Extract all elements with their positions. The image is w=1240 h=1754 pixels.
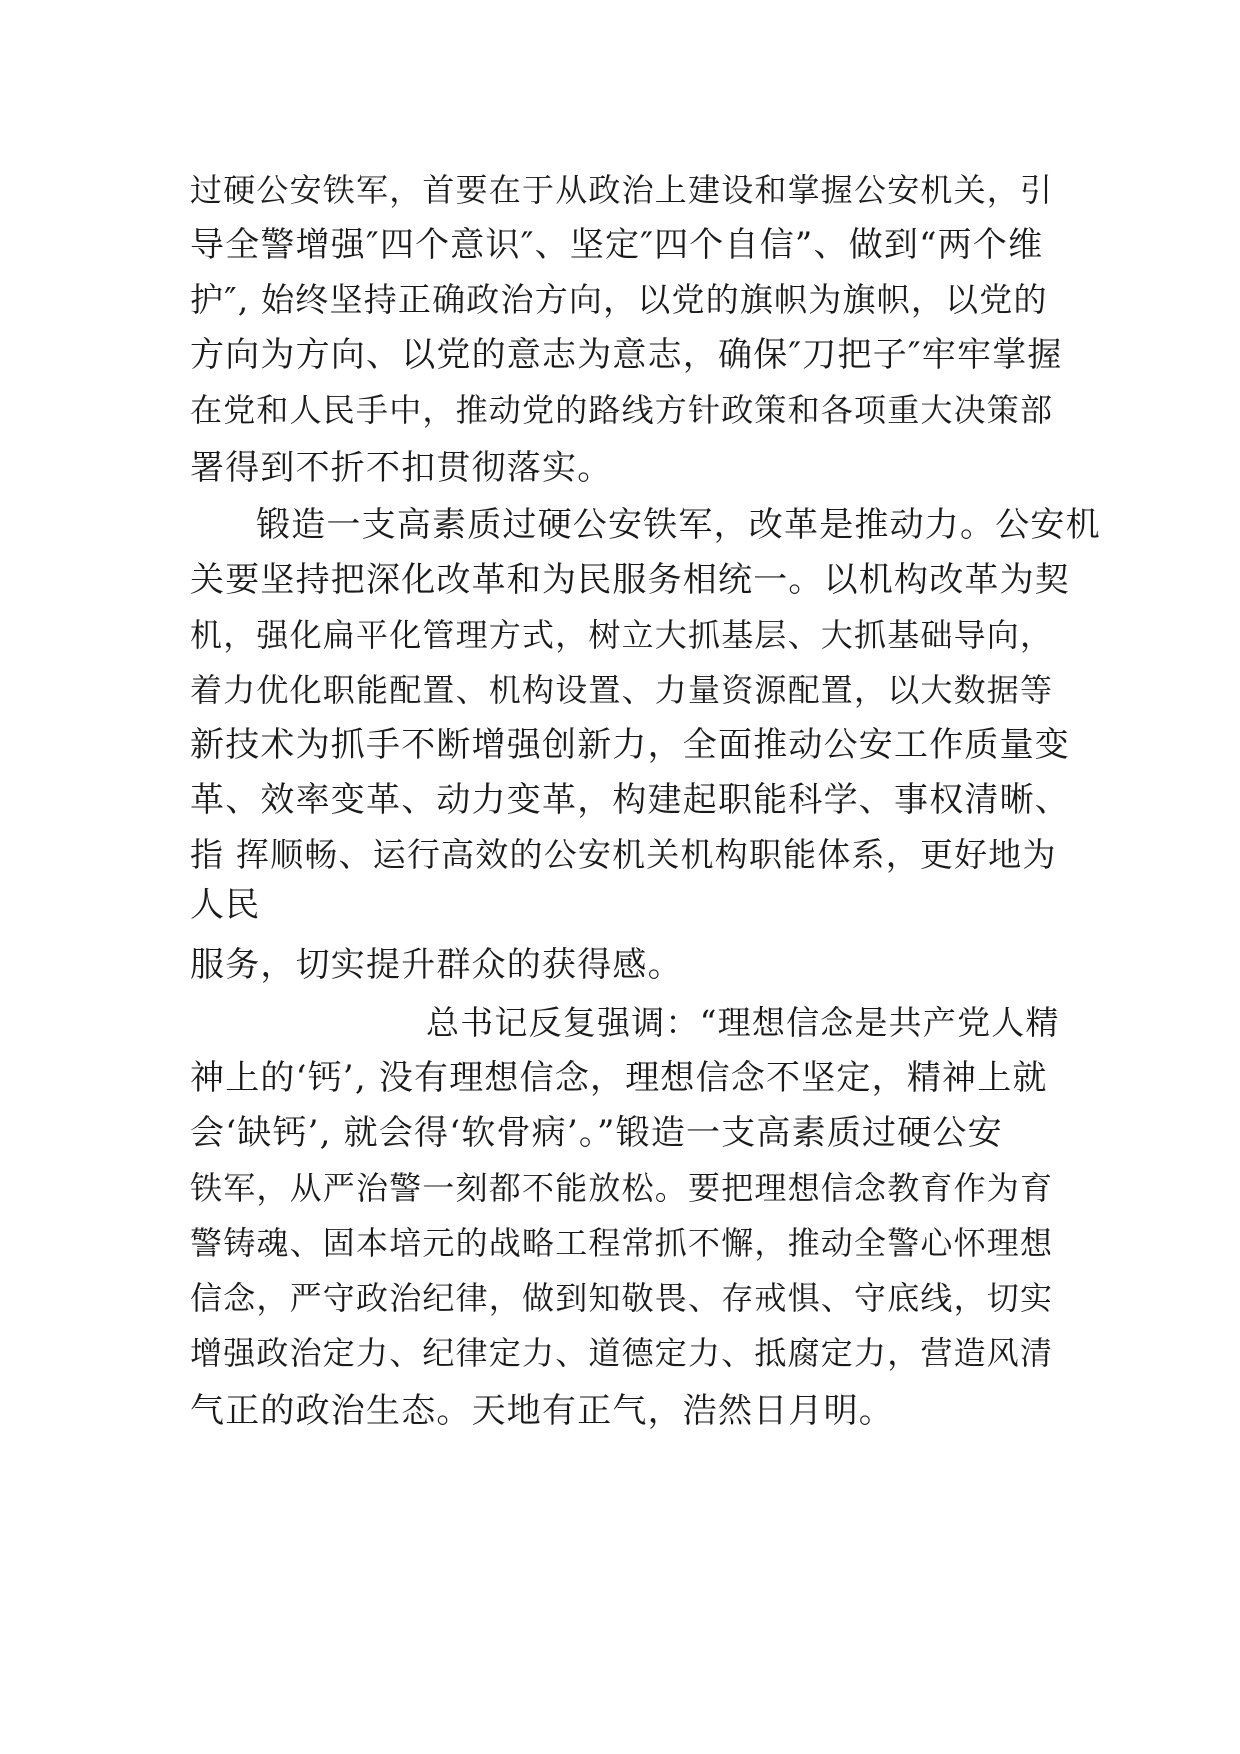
text-line: 机，强化扁平化管理方式，树立大抓基层、大抓基础导向， xyxy=(190,616,1054,654)
text-line: 信念，严守政治纪律，做到知敬畏、存戒惧、守底线，切实 xyxy=(190,1279,1054,1317)
text-line: 锻造一支高素质过硬公安铁军，改革是推动力。公安机 xyxy=(256,505,1101,545)
text-line: 新技术为抓手不断增强创新力，全面推动公安工作质量变 xyxy=(190,725,1070,765)
text-line: 过硬公安铁军，首要在于从政治上建设和掌握公安机关，引 xyxy=(190,171,1054,209)
text-line: 着力优化职能配置、机构设置、力量资源配置，以大数据等 xyxy=(190,671,1054,709)
text-line: 关要坚持把深化改革和为民服务相统一。以机构改革为契 xyxy=(190,560,1070,600)
text-line: 革、效率变革、动力变革，构建起职能科学、事权清晰、 xyxy=(190,780,1070,820)
text-line: 气正的政治生态。天地有正气，浩然日月明。 xyxy=(190,1391,894,1431)
text-line: 增强政治定力、纪律定力、道德定力、抵腐定力，营造风清 xyxy=(190,1334,1054,1372)
text-line: 服务，切实提升群众的获得感。 xyxy=(190,945,683,985)
text-line: 署得到不折不扣贯彻落实。 xyxy=(190,448,613,488)
text-line: 神上的‘钙’, 没有理想信念，理想信念不坚定，精神上就 xyxy=(190,1058,1048,1098)
text-line: 指 挥顺畅、运行高效的公安机关机构职能体系，更好地为 xyxy=(190,835,1057,874)
text-line: 警铸魂、固本培元的战略工程常抓不懈，推动全警心怀理想 xyxy=(190,1224,1054,1262)
text-line: 在党和人民手中，推动党的路线方针政策和各项重大决策部 xyxy=(190,391,1054,429)
text-line: 人民 xyxy=(190,885,261,925)
text-line: 导全警增强″四个意识″、坚定″四个自信”、做到“两个维 xyxy=(190,225,1044,265)
text-line: 铁军，从严治警一刻都不能放松。要把理想信念教育作为育 xyxy=(190,1169,1054,1207)
text-line: 会‘缺钙’, 就会得‘软骨病’。”锻造一支高素质过硬公安 xyxy=(190,1113,1003,1153)
text-line: 总书记反复强调：“理想信念是共产党人精 xyxy=(426,1003,1060,1042)
text-line: 护″, 始终坚持正确政治方向，以党的旗帜为旗帜，以党的 xyxy=(190,280,1048,319)
text-line: 方向为方向、以党的意志为意志，确保″刀把子″牢牢掌握 xyxy=(190,335,1063,375)
